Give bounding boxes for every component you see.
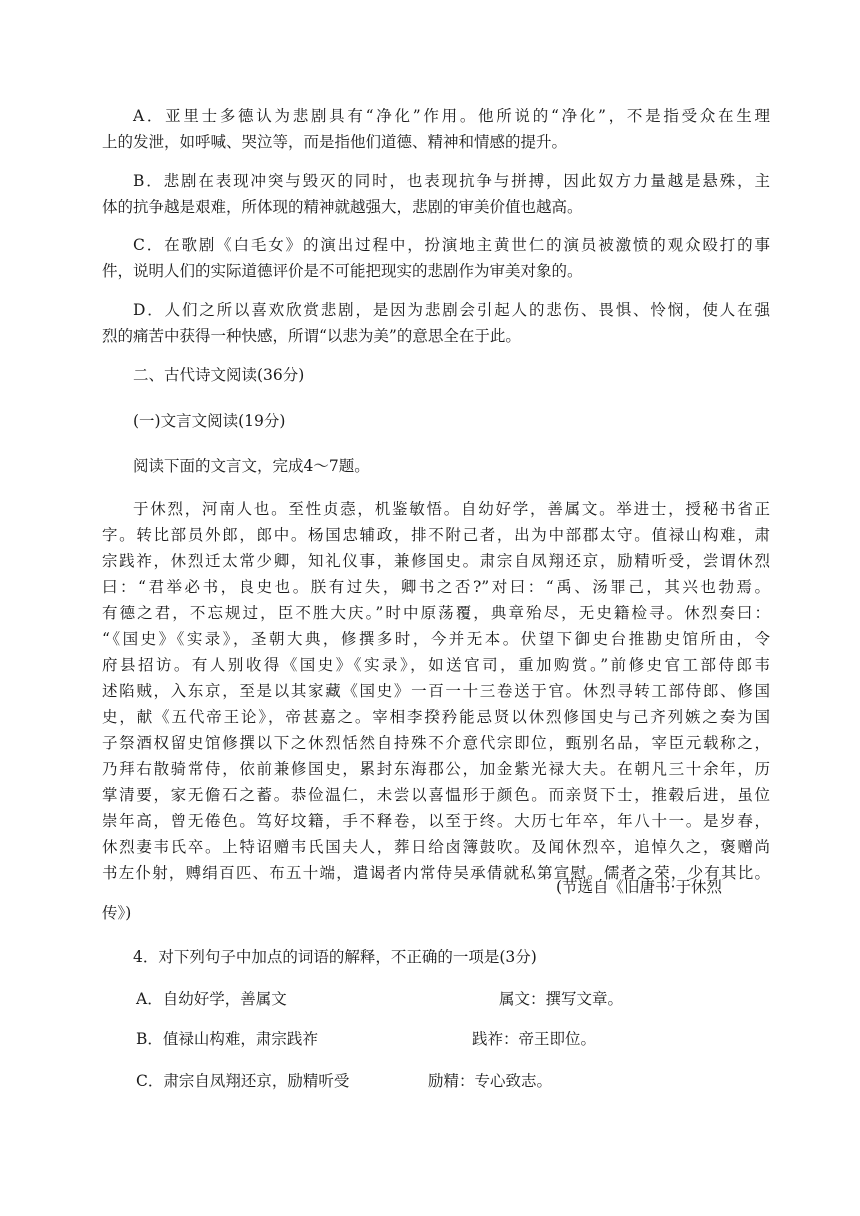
option-c [102, 232, 770, 284]
passage-line: 崇年高，曾无倦色。笃好坟籍，手不释卷，以至于终。大历七年卒，年八十一。是岁春， [102, 812, 770, 830]
passage-line: 有德之君，不忘规过，臣不胜大庆。”时中原荡覆，典章殆尽，无史籍检寻。休烈奏曰： [102, 604, 770, 622]
q4-option-c-gloss: 励精：专心致志。 [428, 1072, 553, 1090]
q4-option-c-sentence: C．肃宗自凤翔还京，励精听受 [136, 1072, 350, 1090]
option-b [102, 168, 770, 220]
passage-line: 宗践祚，休烈迁太常少卿，知礼仪事，兼修国史。肃宗自凤翔还京，励精听受，尝谓休烈 [102, 552, 770, 570]
q4-option-b-gloss: 践祚：帝王即位。 [472, 1030, 597, 1048]
passage-line: 述陷贼，入东京，至是以其家藏《国史》一百一十三卷送于官。休烈寻转工部侍郎、修国 [102, 682, 770, 700]
passage-line: 子祭酒权留史馆修撰以下之休烈恬然自持殊不介意代宗即位，甄别名品，宰臣元载称之， [102, 734, 770, 752]
option-c-line1: C．在歌剧《白毛女》的演出过程中，扮演地主黄世仁的演员被激愤的观众殴打的事 [133, 236, 770, 254]
passage-line: 史，献《五代帝王论》，帝甚嘉之。宰相李揆矜能忌贤以休烈修国史与己齐列嫉之奏为国 [102, 708, 770, 726]
passage-line: 府县招访。有人别收得《国史》《实录》，如送官司，重加购赏。”前修史官工部侍郎韦 [102, 656, 770, 674]
option-d [102, 297, 770, 349]
option-b-line1: B．悲剧在表现冲突与毁灭的同时，也表现抗争与拼搏，因此奴方力量越是悬殊，主 [133, 172, 770, 190]
option-a-line1: A．亚里士多德认为悲剧具有“净化”作用。他所说的“净化”，不是指受众在生理 [133, 107, 770, 125]
q4-option-a-gloss: 属文：撰写文章。 [499, 990, 624, 1008]
classical-passage [102, 496, 770, 886]
q4-option-a-sentence: A．自幼好学，善属文 [136, 990, 287, 1008]
question-4: 4．对下列句子中加点的词语的解释，不正确的一项是(3分) [133, 948, 537, 966]
passage-line: 于休烈，河南人也。至性贞悫，机鉴敏悟。自幼好学，善属文。举进士，授秘书省正 [133, 500, 770, 518]
subsection-heading: (一)文言文阅读(19分) [133, 412, 286, 430]
passage-line: 乃拜右散骑常侍，依前兼修国史，累封东海郡公，加金紫光禄大夫。在朝凡三十余年，历 [102, 760, 770, 778]
passage-line: 休烈妻韦氏卒。上特诏赠韦氏国夫人，葬日给卤簿鼓吹。及闻休烈卒，追悼久之，褒赠尚 [102, 838, 770, 856]
option-a-line2: 上的发泄，如呼喊、哭泣等，而是指他们道德、精神和情感的提升。 [102, 133, 568, 151]
option-a [102, 103, 770, 155]
passage-line: 书左仆射，赙绢百匹、布五十端，遣谒者内常侍吴承倩就私第宣慰。儒者之荣，少有其比。 [102, 864, 770, 882]
section-heading: 二、古代诗文阅读(36分) [133, 366, 305, 384]
option-d-line1: D．人们之所以喜欢欣赏悲剧，是因为悲剧会引起人的悲伤、畏惧、怜悯，使人在强 [133, 301, 770, 319]
source-attribution-line2: 传》) [102, 904, 132, 922]
instruction: 阅读下面的文言文，完成4～7题。 [133, 457, 370, 475]
passage-line: 曰：“君举必书，良史也。朕有过失，卿书之否?”对曰：“禹、汤罪己，其兴也勃焉。 [102, 578, 770, 596]
option-c-line2: 件，说明人们的实际道德评价是不可能把现实的悲剧作为审美对象的。 [102, 262, 583, 280]
source-attribution-line1: (节选自《旧唐书·于休烈 [556, 878, 722, 896]
passage-line: 字。转比部员外郎，郎中。杨国忠辅政，排不附己者，出为中部郡太守。值禄山构难，肃 [102, 526, 770, 544]
option-b-line2: 体的抗争越是艰难，所体现的精神就越强大，悲剧的审美价值也越高。 [102, 198, 583, 216]
passage-line: “《国史》《实录》，圣朝大典，修撰多时，今并无本。伏望下御史台推勘史馆所由，令 [102, 630, 770, 648]
option-d-line2: 烈的痛苦中获得一种快感，所谓“以悲为美”的意思全在于此。 [102, 327, 521, 345]
q4-option-b-sentence: B．值禄山构难，肃宗践祚 [136, 1030, 318, 1048]
passage-line: 掌清要，家无儋石之蓄。恭俭温仁，未尝以喜愠形于颜色。而亲贤下士，推毂后进，虽位 [102, 786, 770, 804]
